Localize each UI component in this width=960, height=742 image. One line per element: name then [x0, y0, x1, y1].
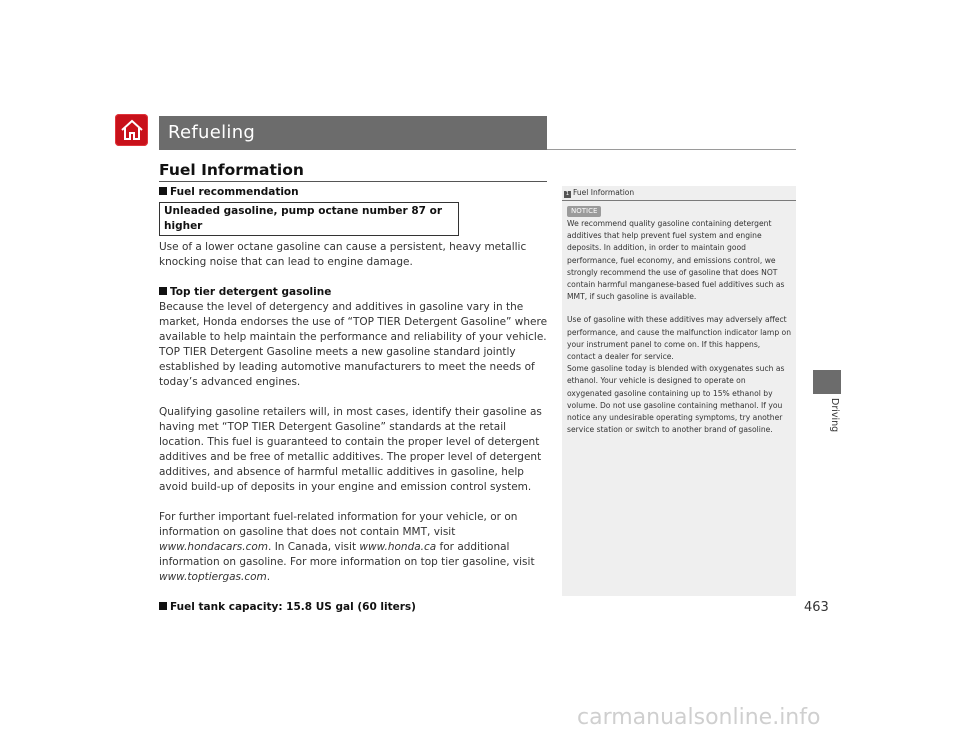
reference-number: 1: [565, 191, 570, 197]
notice-text: We recommend quality gasoline containing detergent additives that help prevent fuel system and engine deposits. In addition, in order to maintain good performance, fuel economy, and emissions control, we strongly recommend the use of gasoline that does NOT contain harmful manganese-based fuel additives such as MMT, if such gasoline is available.: [567, 219, 785, 302]
home-button[interactable]: [115, 114, 148, 146]
watermark: carmanualsonline.info: [577, 705, 821, 730]
section-title: Refueling: [159, 116, 547, 150]
side-note-heading: 1 Fuel Information: [562, 187, 796, 201]
main-content: [159, 185, 549, 615]
page-title: Fuel Information: [159, 161, 304, 179]
further-info-text: For further important fuel-related information for your vehicle, or on information on gasoline that does not contain MMT, visit www.hondacars.com. In Canada, visit www.honda.ca for additional information on gasoline. For more information on top tier gasoline, visit www.toptiergas.com.: [159, 511, 535, 583]
chapter-tab[interactable]: [813, 370, 841, 394]
banner-divider: [547, 149, 796, 150]
bullet-square-icon: [159, 287, 167, 295]
bullet-square-icon: [159, 187, 167, 195]
fuel-tank-heading: Fuel tank capacity: 15.8 US gal (60 liters): [159, 600, 549, 615]
additives-text: Use of gasoline with these additives may adversely affect performance, and cause the malfunction indicator lamp on your instrument panel to come on. If this happens, contact a dealer for service.: [567, 315, 792, 362]
toptiergas-link[interactable]: www.toptiergas.com: [159, 571, 267, 583]
oxygenates-text: Some gasoline today is blended with oxygenates such as ethanol. Your vehicle is designed to operate on oxygenated gasoline containing up to 15% ethanol by volume. Do not use gasoline containing methanol. If you notice any undesirable operating symptoms, try another service station or switch to another brand of gasoline.: [567, 364, 785, 435]
fuel-recommendation-box: Unleaded gasoline, pump octane number 87 or higher: [159, 202, 459, 236]
fuel-recommendation-heading: Fuel recommendation: [159, 185, 549, 200]
hondaca-link[interactable]: www.honda.ca: [359, 541, 437, 553]
title-divider: [159, 181, 547, 182]
notice-badge: NOTICE: [567, 206, 601, 217]
top-tier-text-1: Because the level of detergency and additives in gasoline vary in the market, Honda endorses the use of “TOP TIER Detergent Gasoline” where available to help maintain the performance and reliability of your vehicle. TOP TIER Detergent Gasoline meets a new gasoline standard jointly established by leading automotive manufacturers to meet the needs of today’s advanced engines.: [159, 301, 548, 388]
page-number: 463: [804, 600, 829, 615]
home-icon: [120, 119, 144, 141]
side-note-text: [567, 218, 791, 436]
bullet-square-icon: [159, 602, 167, 610]
top-tier-heading: Top tier detergent gasoline: [159, 285, 549, 300]
hondacars-link[interactable]: www.hondacars.com: [159, 541, 269, 553]
fuel-recommendation-text: Use of a lower octane gasoline can cause a persistent, heavy metallic knocking noise that can lead to engine damage.: [159, 241, 527, 268]
top-tier-text-2: Qualifying gasoline retailers will, in most cases, identify their gasoline as having met “TOP TIER Detergent Gasoline” standards at the retail location. This fuel is guaranteed to contain the proper level of detergent additives and be free of metallic additives. The proper level of detergent additives, and absence of harmful metallic additives in gasoline, help avoid build-up of deposits in your engine and emission control system.: [159, 406, 542, 493]
chapter-label: Driving: [829, 398, 840, 433]
